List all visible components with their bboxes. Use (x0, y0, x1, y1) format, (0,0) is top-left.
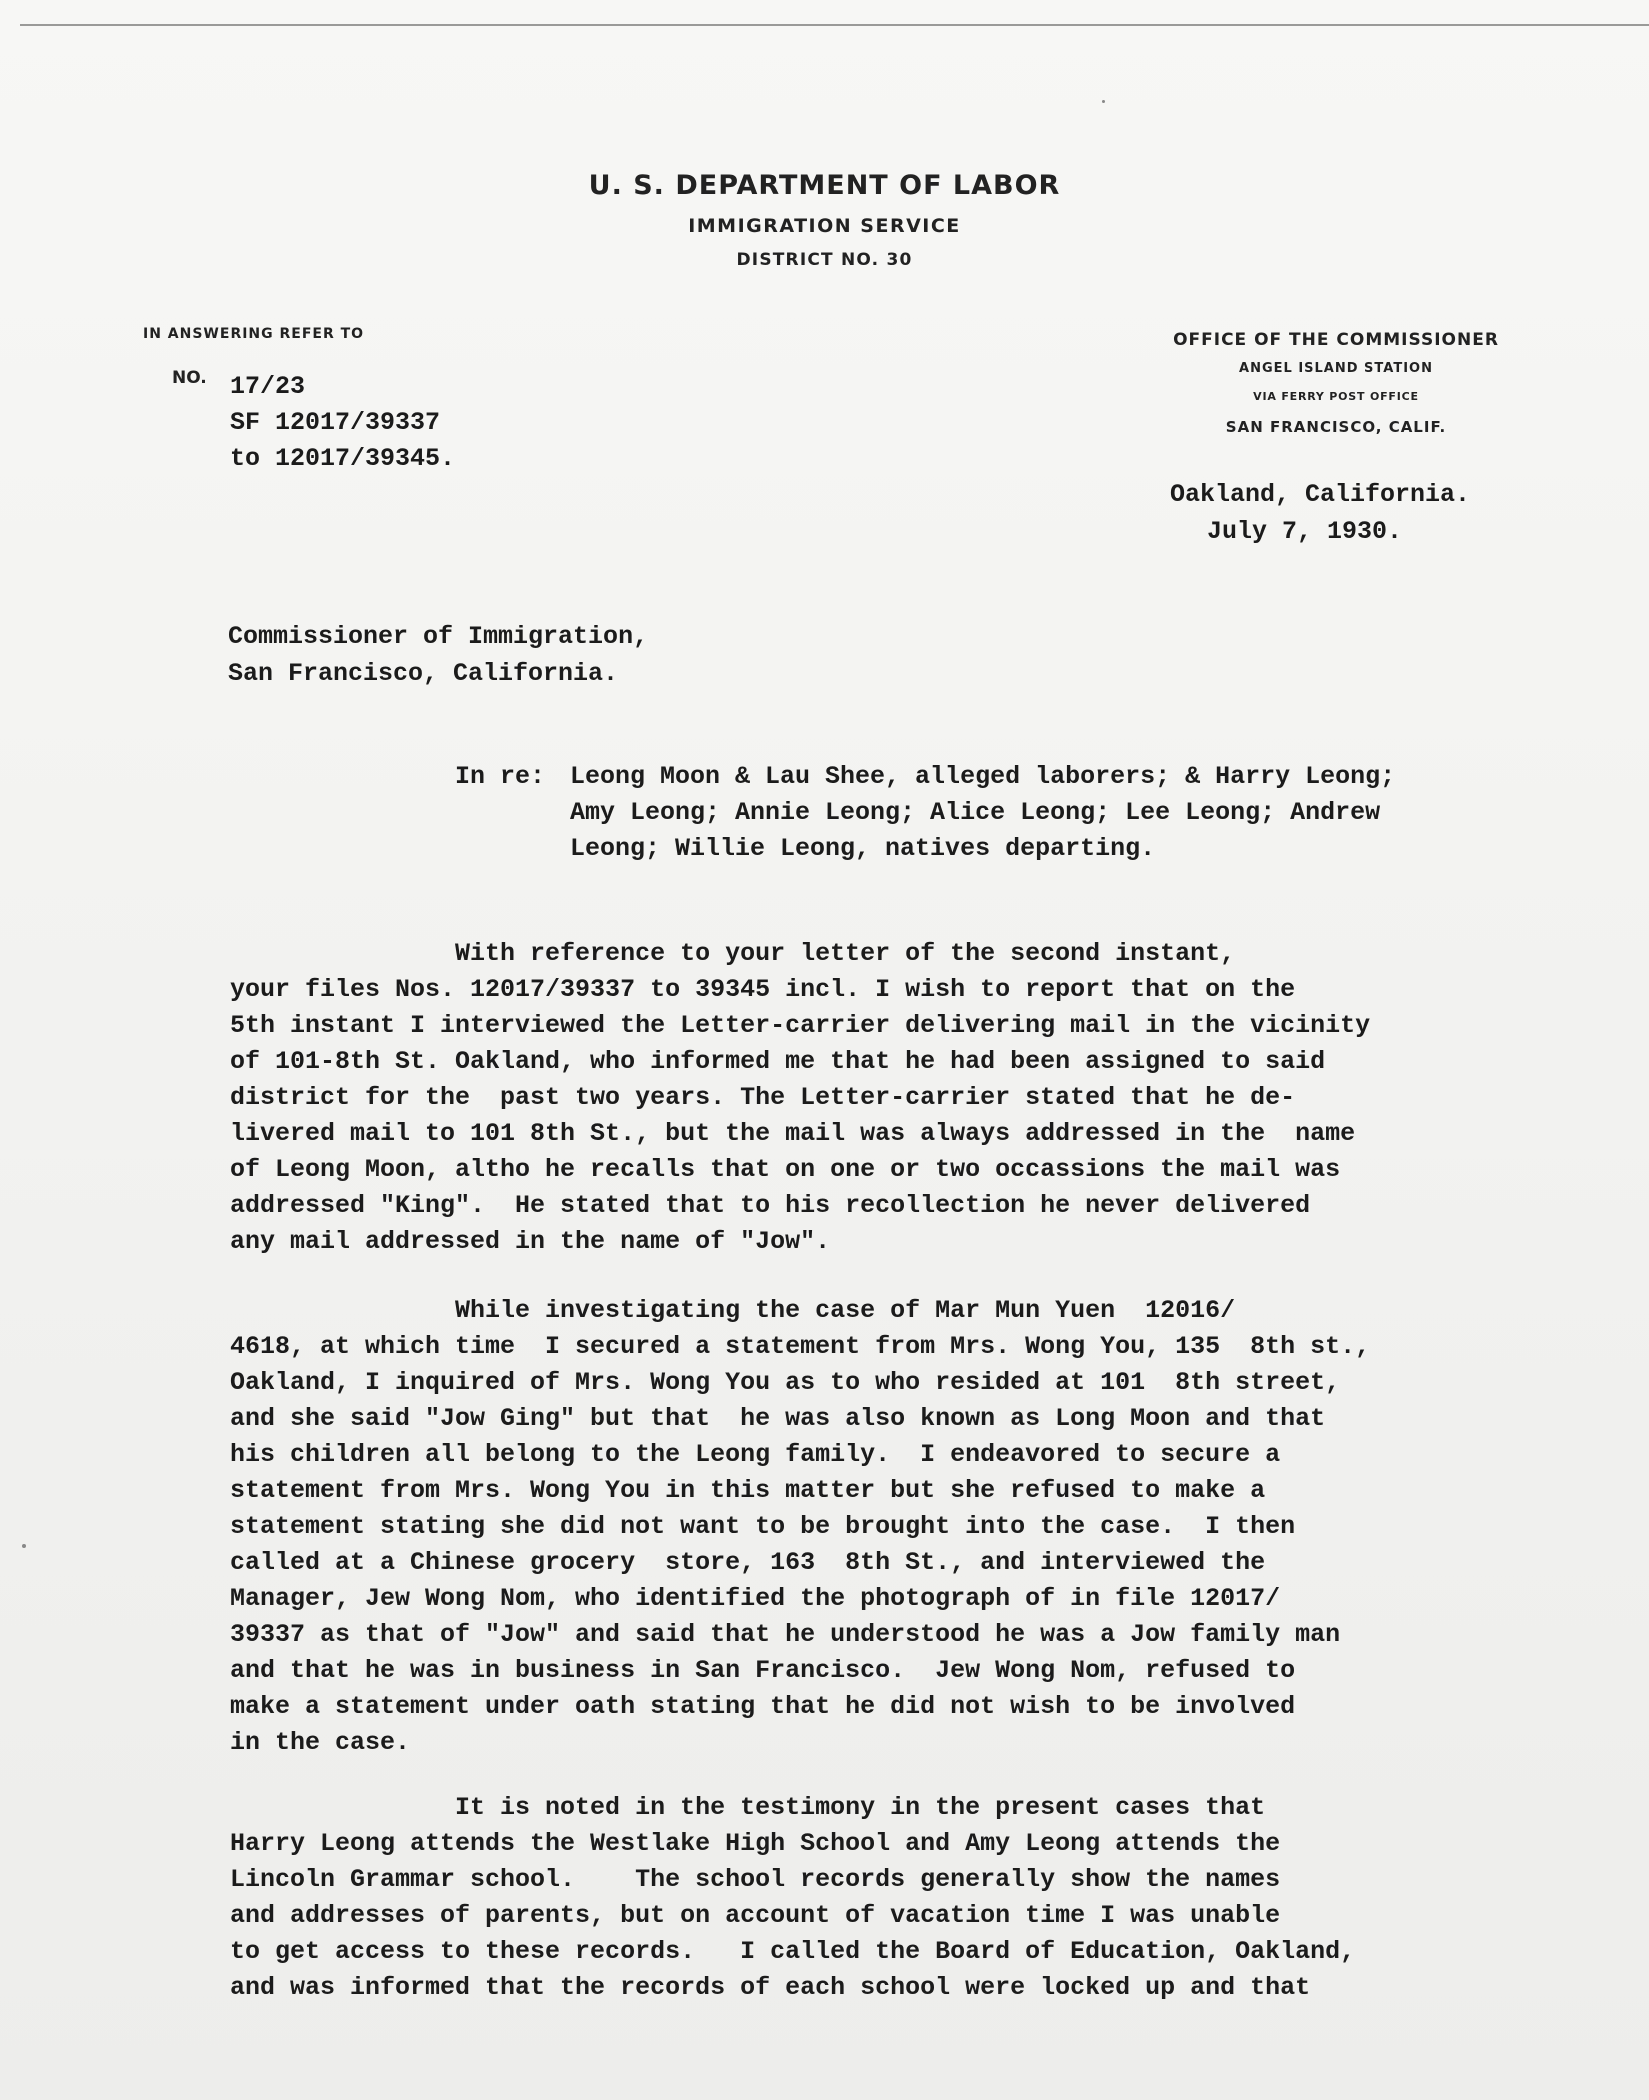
paragraph-2-line: statement from Mrs. Wong You in this matter but she refused to make a (230, 1476, 1266, 1505)
paragraph-3-line: and addresses of parents, but on account of vacation time I was unable (230, 1901, 1281, 1930)
paragraph-2-line: While investigating the case of Mar Mun Yuen 12016/ (230, 1296, 1236, 1325)
paragraph-1-line: any mail addressed in the name of "Jow". (230, 1227, 831, 1256)
reference-file-to: to 12017/39345. (230, 444, 456, 473)
office-city: SAN FRANCISCO, CALIF. (1225, 418, 1447, 436)
paragraph-1-line: livered mail to 101 8th St., but the mail was always addressed in the name (230, 1119, 1356, 1148)
addressee-line-2: San Francisco, California. (228, 659, 619, 688)
paragraph-2-line: 39337 as that of "Jow" and said that he understood he was a Jow family man (230, 1620, 1341, 1649)
paragraph-1-line: 5th instant I interviewed the Letter-carrier delivering mail in the vicinity (230, 1011, 1371, 1040)
paragraph-2-line: and she said "Jow Ging" but that he was also known as Long Moon and that (230, 1404, 1326, 1433)
paragraph-3-line: Harry Leong attends the Westlake High School and Amy Leong attends the (230, 1829, 1281, 1858)
letterhead-department: U. S. DEPARTMENT OF LABOR (588, 170, 1061, 201)
reference-file-from: SF 12017/39337 (230, 408, 441, 437)
dateline-date: July 7, 1930. (1207, 517, 1403, 546)
paragraph-1-line: With reference to your letter of the second instant, (230, 939, 1236, 968)
subject-label: In re: (455, 762, 546, 791)
office-post: VIA FERRY POST OFFICE (1253, 390, 1419, 403)
paragraph-3-line: It is noted in the testimony in the present cases that (230, 1793, 1266, 1822)
paragraph-2-line: Manager, Jew Wong Nom, who identified the photograph of in file 12017/ (230, 1584, 1281, 1613)
paragraph-2-line: and that he was in business in San Francisco. Jew Wong Nom, refused to (230, 1656, 1296, 1685)
subject-line-2: Amy Leong; Annie Leong; Alice Leong; Lee Leong; Andrew (570, 798, 1381, 827)
paragraph-2-line: make a statement under oath stating that he did not wish to be involved (230, 1692, 1296, 1721)
letterhead-district: DISTRICT NO. 30 (736, 250, 913, 270)
subject-line-3: Leong; Willie Leong, natives departing. (570, 834, 1156, 863)
paragraph-2-line: his children all belong to the Leong family. I endeavored to secure a (230, 1440, 1281, 1469)
paragraph-3-line: and was informed that the records of each school were locked up and that (230, 1973, 1311, 2002)
letterhead-service: IMMIGRATION SERVICE (688, 215, 961, 237)
paragraph-1-line: district for the past two years. The Letter-carrier stated that he de- (230, 1083, 1296, 1112)
paragraph-2-line: statement stating she did not want to be brought into the case. I then (230, 1512, 1296, 1541)
dateline-place: Oakland, California. (1170, 480, 1471, 509)
subject-line-1: Leong Moon & Lau Shee, alleged laborers; & Harry Leong; (570, 762, 1396, 791)
office-title: OFFICE OF THE COMMISSIONER (1173, 330, 1499, 350)
paragraph-2-line: called at a Chinese grocery store, 163 8th St., and interviewed the (230, 1548, 1266, 1577)
paragraph-3-line: to get access to these records. I called the Board of Education, Oakland, (230, 1937, 1356, 1966)
paragraph-2-line: Oakland, I inquired of Mrs. Wong You as to who resided at 101 8th street, (230, 1368, 1341, 1397)
office-station: ANGEL ISLAND STATION (1239, 361, 1433, 376)
paper-speck (1102, 100, 1105, 103)
addressee-line-1: Commissioner of Immigration, (228, 622, 649, 651)
paragraph-2-line: 4618, at which time I secured a statement from Mrs. Wong You, 135 8th st., (230, 1332, 1371, 1361)
refer-label: IN ANSWERING REFER TO (143, 326, 365, 342)
paragraph-2-line: in the case. (230, 1728, 411, 1757)
paragraph-1-line: your files Nos. 12017/39337 to 39345 incl. I wish to report that on the (230, 975, 1296, 1004)
paper-speck (22, 1544, 26, 1548)
paragraph-1-line: of Leong Moon, altho he recalls that on one or two occassions the mail was (230, 1155, 1341, 1184)
reference-number: 17/23 (230, 372, 306, 401)
paragraph-3-line: Lincoln Grammar school. The school records generally show the names (230, 1865, 1281, 1894)
top-edge-rule (20, 24, 1649, 26)
reference-no-label: NO. (172, 368, 207, 388)
paragraph-1-line: of 101-8th St. Oakland, who informed me that he had been assigned to said (230, 1047, 1326, 1076)
paragraph-1-line: addressed "King". He stated that to his recollection he never delivered (230, 1191, 1311, 1220)
